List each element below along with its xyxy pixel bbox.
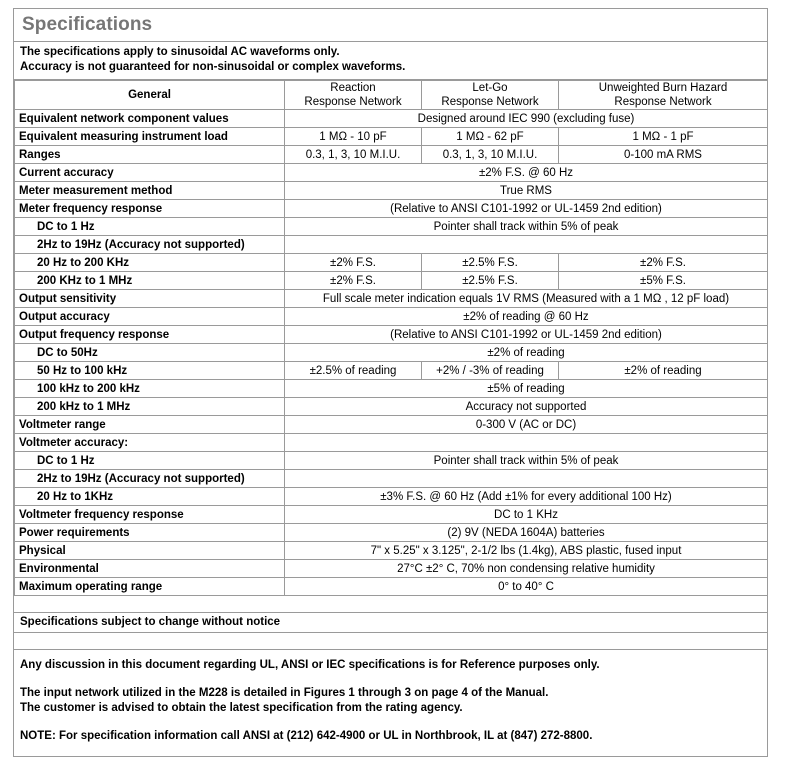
row-label: Meter measurement method — [15, 182, 285, 200]
row-label: Environmental — [15, 560, 285, 578]
row-value: (Relative to ANSI C101-1992 or UL-1459 2nd edition) — [285, 200, 768, 218]
table-row — [15, 362, 768, 380]
row-label: Output accuracy — [15, 308, 285, 326]
row-value: ±2% of reading @ 60 Hz — [285, 308, 768, 326]
row-value: 0.3, 1, 3, 10 M.I.U. — [285, 146, 422, 164]
row-value: ±5% of reading — [285, 380, 768, 398]
row-value: +2% / -3% of reading — [422, 362, 559, 380]
footer-reference-note: Any discussion in this document regarding UL, ANSI or IEC specifications is for Reference purposes only. — [20, 659, 600, 671]
row-value: ±2% F.S. — [285, 254, 422, 272]
table-row — [15, 560, 768, 578]
table-row — [15, 290, 768, 308]
table-row — [15, 326, 768, 344]
row-value: 27°C ±2° C, 70% non condensing relative humidity — [285, 560, 768, 578]
column-header-letgo — [422, 81, 559, 110]
table-row — [15, 524, 768, 542]
row-label: Voltmeter range — [15, 416, 285, 434]
row-label: Meter frequency response — [15, 200, 285, 218]
column-header-reaction — [285, 81, 422, 110]
row-label: DC to 1 Hz — [15, 452, 285, 470]
table-row — [15, 146, 768, 164]
table-row — [15, 416, 768, 434]
table-row — [15, 380, 768, 398]
footer-customer-note: The customer is advised to obtain the latest specification from the rating agency. — [20, 702, 463, 714]
column-header-letgo-line2: Response Network — [441, 96, 539, 108]
row-value — [285, 470, 768, 488]
table-row — [15, 254, 768, 272]
row-label: Current accuracy — [15, 164, 285, 182]
footer-spacer-mid — [14, 633, 767, 650]
table-row — [15, 398, 768, 416]
row-value: 0-100 mA RMS — [559, 146, 768, 164]
column-header-letgo-line1: Let-Go — [472, 82, 508, 94]
row-value: 1 MΩ - 1 pF — [559, 128, 768, 146]
column-header-reaction-line1: Reaction — [330, 82, 376, 94]
row-value: 7" x 5.25" x 3.125", 2-1/2 lbs (1.4kg), ABS plastic, fused input — [285, 542, 768, 560]
row-label: 2Hz to 19Hz (Accuracy not supported) — [15, 236, 285, 254]
row-value: (Relative to ANSI C101-1992 or UL-1459 2nd edition) — [285, 326, 768, 344]
table-row — [15, 272, 768, 290]
row-label: 200 kHz to 1 MHz — [15, 398, 285, 416]
table-row — [15, 110, 768, 128]
row-label: Maximum operating range — [15, 578, 285, 596]
row-value: 1 MΩ - 10 pF — [285, 128, 422, 146]
row-label: 2Hz to 19Hz (Accuracy not supported) — [15, 470, 285, 488]
row-value: 0.3, 1, 3, 10 M.I.U. — [422, 146, 559, 164]
row-value: ±2% of reading — [559, 362, 768, 380]
footer-spacer-top — [14, 596, 767, 613]
row-label: Ranges — [15, 146, 285, 164]
row-label: DC to 50Hz — [15, 344, 285, 362]
table-row — [15, 344, 768, 362]
specifications-frame — [13, 8, 768, 757]
row-label: Output frequency response — [15, 326, 285, 344]
row-value: ±5% F.S. — [559, 272, 768, 290]
row-label: Equivalent measuring instrument load — [15, 128, 285, 146]
table-row — [15, 488, 768, 506]
table-row — [15, 470, 768, 488]
column-header-burn-hazard-line2: Response Network — [614, 96, 712, 108]
row-value: Designed around IEC 990 (excluding fuse) — [285, 110, 768, 128]
intro-note — [14, 42, 767, 80]
table-row — [15, 200, 768, 218]
row-value: 0-300 V (AC or DC) — [285, 416, 768, 434]
row-label: 20 Hz to 200 KHz — [15, 254, 285, 272]
row-value: ±2.5% of reading — [285, 362, 422, 380]
table-row — [15, 128, 768, 146]
page-title: Specifications — [22, 14, 153, 35]
footer-gap-2 — [20, 716, 761, 729]
table-row — [15, 506, 768, 524]
row-value: ±2.5% F.S. — [422, 272, 559, 290]
footer-contact-note: NOTE: For specification information call ANSI at (212) 642-4900 or UL in Northbrook, IL at (847) 272-8800. — [20, 730, 593, 742]
row-label: Equivalent network component values — [15, 110, 285, 128]
row-label: 50 Hz to 100 kHz — [15, 362, 285, 380]
row-value: Full scale meter indication equals 1V RMS (Measured with a 1 MΩ , 12 pF load) — [285, 290, 768, 308]
row-value: ±3% F.S. @ 60 Hz (Add ±1% for every additional 100 Hz) — [285, 488, 768, 506]
row-value — [285, 236, 768, 254]
page-title-band — [14, 9, 767, 42]
row-value: ±2% F.S. — [285, 272, 422, 290]
row-label: 200 KHz to 1 MHz — [15, 272, 285, 290]
specifications-table-body — [15, 81, 768, 596]
table-row — [15, 452, 768, 470]
row-value: 0° to 40° C — [285, 578, 768, 596]
row-value: Pointer shall track within 5% of peak — [285, 218, 768, 236]
footer-notice: Specifications subject to change without notice — [14, 613, 767, 633]
intro-line-2: Accuracy is not guaranteed for non-sinusoidal or complex waveforms. — [20, 61, 406, 73]
table-row — [15, 308, 768, 326]
row-value: Accuracy not supported — [285, 398, 768, 416]
row-value: 1 MΩ - 62 pF — [422, 128, 559, 146]
row-label: Power requirements — [15, 524, 285, 542]
row-value: ±2% F.S. — [559, 254, 768, 272]
table-header-row — [15, 81, 768, 110]
intro-line-1: The specifications apply to sinusoidal AC waveforms only. — [20, 46, 340, 58]
row-value: DC to 1 KHz — [285, 506, 768, 524]
column-header-general: General — [15, 81, 285, 110]
row-label: Physical — [15, 542, 285, 560]
table-row — [15, 578, 768, 596]
table-row — [15, 542, 768, 560]
row-label: 20 Hz to 1KHz — [15, 488, 285, 506]
column-header-burn-hazard-line1: Unweighted Burn Hazard — [598, 82, 728, 94]
table-row — [15, 164, 768, 182]
row-value: True RMS — [285, 182, 768, 200]
row-value — [285, 434, 768, 452]
row-label: 100 kHz to 200 kHz — [15, 380, 285, 398]
table-row — [15, 434, 768, 452]
row-label: DC to 1 Hz — [15, 218, 285, 236]
footer-gap-1 — [20, 673, 761, 686]
row-label: Output sensitivity — [15, 290, 285, 308]
row-label: Voltmeter accuracy: — [15, 434, 285, 452]
footer-notes-block — [14, 650, 767, 757]
row-value: ±2.5% F.S. — [422, 254, 559, 272]
footer-input-network-note: The input network utilized in the M228 is detailed in Figures 1 through 3 on page 4 of the Manual. — [20, 687, 549, 699]
column-header-reaction-line2: Response Network — [304, 96, 402, 108]
specifications-table — [14, 80, 768, 596]
row-value: (2) 9V (NEDA 1604A) batteries — [285, 524, 768, 542]
row-value: ±2% of reading — [285, 344, 768, 362]
column-header-burn-hazard — [559, 81, 768, 110]
table-row — [15, 236, 768, 254]
row-label: Voltmeter frequency response — [15, 506, 285, 524]
table-row — [15, 218, 768, 236]
row-value: Pointer shall track within 5% of peak — [285, 452, 768, 470]
table-row — [15, 182, 768, 200]
row-value: ±2% F.S. @ 60 Hz — [285, 164, 768, 182]
